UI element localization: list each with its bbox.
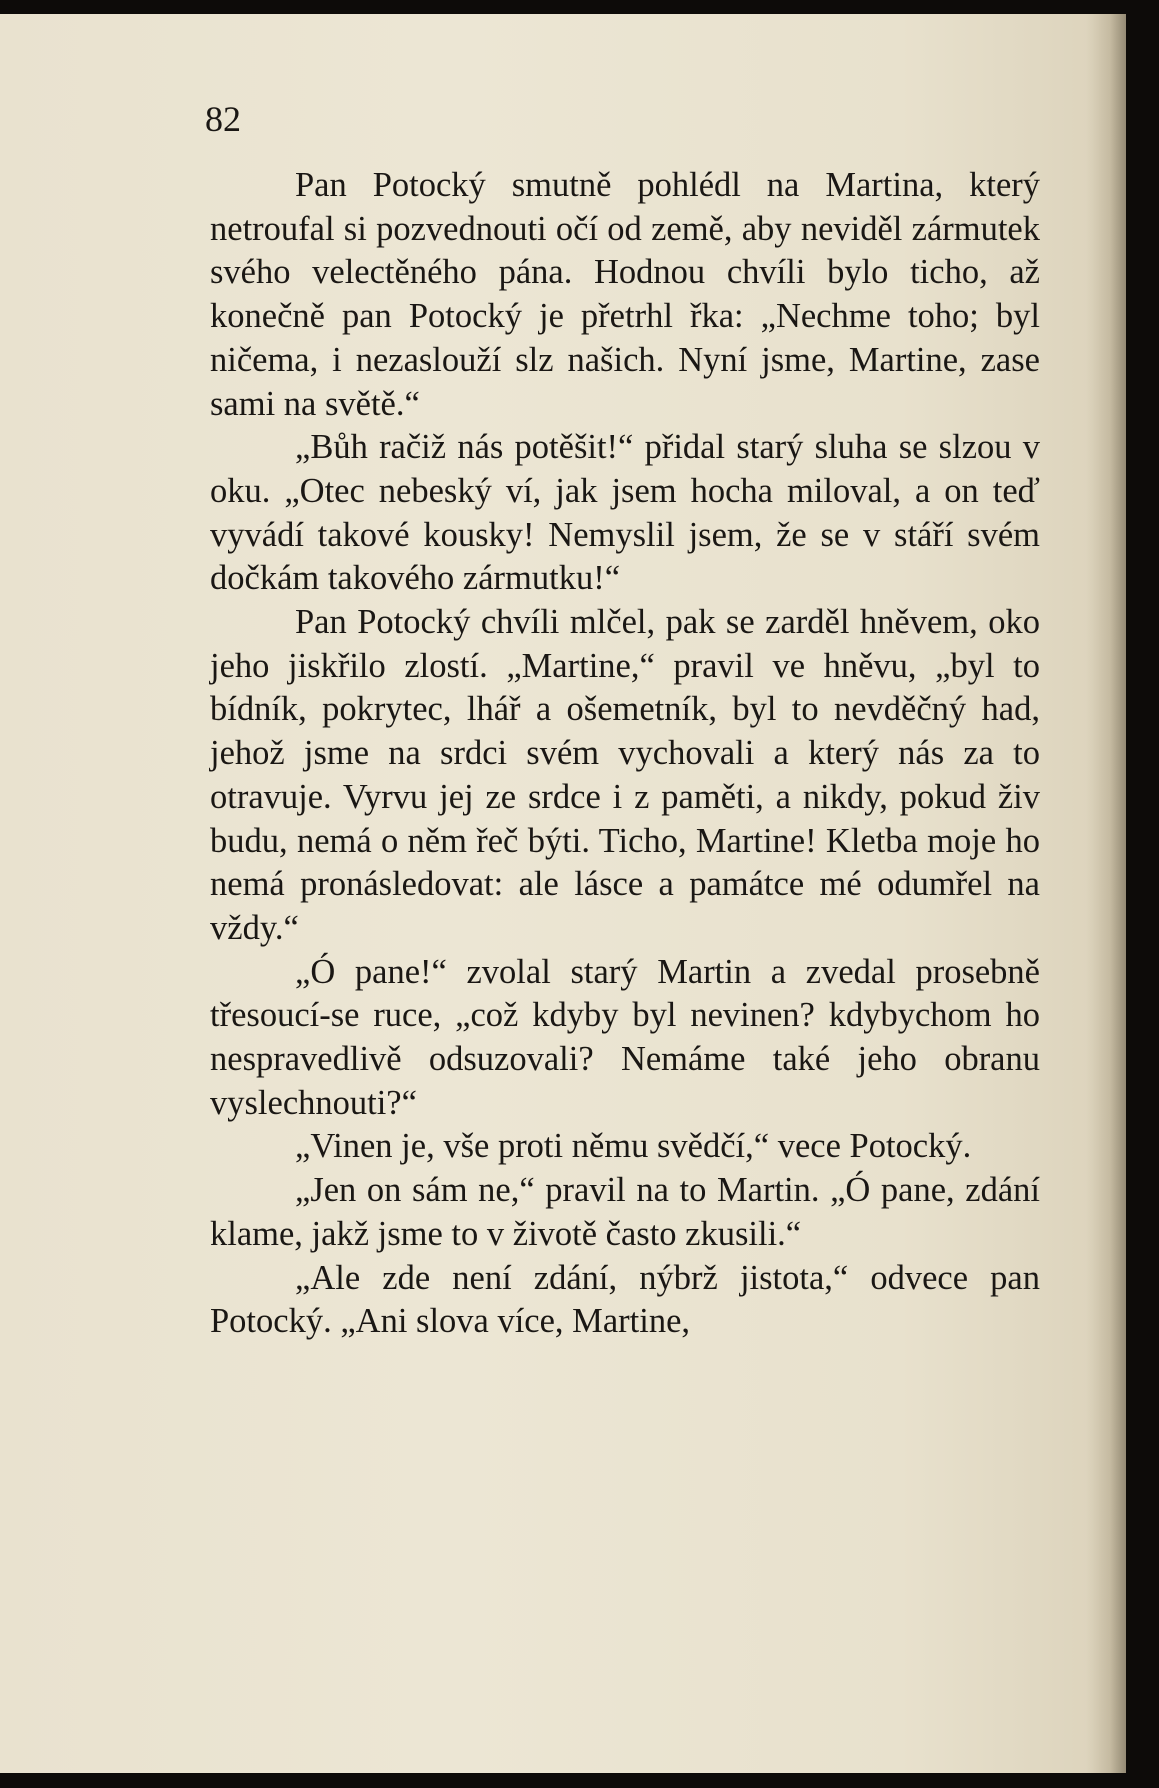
paragraph: „Vinen je, vše proti němu svědčí,“ vece Potocký. [295,1127,972,1166]
page-gutter-shadow [1086,14,1126,1773]
paragraph: „Jen on sám ne,“ pravil na to Martin. „Ó pane, zdání klame, jakž jsme to v životě často zkusili.“ [210,1171,1040,1253]
paragraph: Pan Potocký smutně pohlédl na Martina, který netroufal si pozvednouti očí od země, aby neviděl zármutek svého velectěného pána. Hodnou chvíli bylo ticho, až konečně pan Potocký je přetrhl řka: „Nechme toho; byl ničema, i nezaslouží slz našich. Nyní jsme, Martine, zase sami na světě.“ [210,166,1040,423]
paragraph: „Bůh račiž nás potěšit!“ přidal starý sluha se slzou v oku. „Otec nebeský ví, jak jsem hocha miloval, a on teď vyvádí takové kousky! Nemyslil jsem, že se v stáří svém dočkám takového zármutku!“ [210,428,1040,598]
paragraph: Pan Potocký chvíli mlčel, pak se zarděl hněvem, oko jeho jiskřilo zlostí. „Martine,“ pravil ve hněvu, „byl to bídník, pokrytec, lhář a ošemetník, byl to nevděčný had, jehož jsme na srdci svém vychovali a který nás za to otravuje. Vyrvu jej ze srdce i z paměti, a nikdy, pokud živ budu, nemá o něm řeč býti. Ticho, Martine! Kletba moje ho nemá pronásledovat: ale lásce a památce mé odumřel na vždy.“ [210,603,1040,947]
page-number: 82 [205,99,241,139]
book-page [0,14,1126,1773]
paragraph: „Ó pane!“ zvolal starý Martin a zvedal prosebně třesoucí-se ruce, „což kdyby byl nevinen? kdybychom ho nespravedlivě odsuzovali? Nemáme také jeho obranu vyslechnouti?“ [210,952,1040,1122]
paragraph: „Ale zde není zdání, nýbrž jistota,“ odvece pan Potocký. „Ani slova více, Martine, [210,1258,1040,1341]
body-text [210,164,1040,1344]
